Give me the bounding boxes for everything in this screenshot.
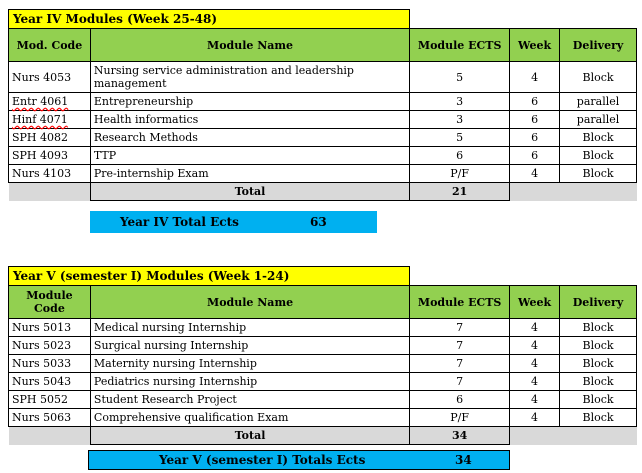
- module-delivery: Block: [560, 355, 637, 373]
- module-name: Research Methods: [90, 129, 409, 147]
- module-name: Pre-internship Exam: [90, 165, 409, 183]
- year4-header-delivery: Delivery: [560, 29, 637, 62]
- module-week: 4: [510, 319, 560, 337]
- year4-total-label: Total: [90, 183, 409, 201]
- module-name: Surgical nursing Internship: [90, 337, 409, 355]
- module-ects: 3: [410, 111, 510, 129]
- module-code: Nurs 5063: [9, 409, 91, 427]
- module-ects: 7: [410, 373, 510, 391]
- module-name: Health informatics: [90, 111, 409, 129]
- module-delivery: Block: [560, 147, 637, 165]
- module-code: Hinf 4071: [9, 111, 91, 129]
- module-week: 6: [510, 111, 560, 129]
- module-delivery: Block: [560, 373, 637, 391]
- module-delivery: Block: [560, 62, 637, 93]
- blank-cell: [560, 427, 637, 445]
- module-ects: 6: [410, 391, 510, 409]
- year4-summary-value: 63: [310, 215, 327, 229]
- module-week: 4: [510, 337, 560, 355]
- year5-summary-label: Year V (semester I) Totals Ects: [159, 453, 366, 467]
- module-code: SPH 5052: [9, 391, 91, 409]
- year4-title: Year IV Modules (Week 25-48): [8, 9, 410, 29]
- module-ects: P/F: [410, 165, 510, 183]
- table-row: [9, 337, 637, 355]
- table-row: [9, 62, 637, 93]
- year5-total-label: Total: [90, 427, 409, 445]
- module-ects: 5: [410, 62, 510, 93]
- module-code: Nurs 5013: [9, 319, 91, 337]
- module-week: 4: [510, 355, 560, 373]
- table-row: [9, 391, 637, 409]
- table-row: [9, 355, 637, 373]
- module-week: 4: [510, 391, 560, 409]
- module-name: Nursing service administration and leadership management: [90, 62, 409, 93]
- year5-header-row: [9, 286, 637, 319]
- table-row: [9, 129, 637, 147]
- module-code: Nurs 5043: [9, 373, 91, 391]
- blank-cell: [510, 183, 560, 201]
- module-code: Nurs 4053: [9, 62, 91, 93]
- module-code: Nurs 5023: [9, 337, 91, 355]
- year5-header-delivery: Delivery: [560, 286, 637, 319]
- year4-summary: [90, 211, 377, 233]
- module-delivery: Block: [560, 129, 637, 147]
- module-week: 4: [510, 62, 560, 93]
- year5-summary-value: 34: [455, 453, 472, 467]
- module-week: 4: [510, 165, 560, 183]
- year4-header-week: Week: [510, 29, 560, 62]
- module-week: 4: [510, 373, 560, 391]
- year4-header-row: [9, 29, 637, 62]
- module-delivery: Block: [560, 337, 637, 355]
- module-ects: 7: [410, 355, 510, 373]
- module-delivery: parallel: [560, 111, 637, 129]
- module-delivery: Block: [560, 165, 637, 183]
- module-code: Entr 4061: [9, 93, 91, 111]
- module-code: SPH 4082: [9, 129, 91, 147]
- module-delivery: Block: [560, 409, 637, 427]
- module-ects: 3: [410, 93, 510, 111]
- year5-table: [8, 285, 637, 445]
- table-row: [9, 147, 637, 165]
- year5-total-value: 34: [410, 427, 510, 445]
- year5-title: Year V (semester I) Modules (Week 1-24): [8, 266, 410, 286]
- year4-total-value: 21: [410, 183, 510, 201]
- year4-header-code: Mod. Code: [9, 29, 91, 62]
- blank-cell: [560, 183, 637, 201]
- year4-summary-label: Year IV Total Ects: [120, 215, 239, 229]
- module-code: Nurs 4103: [9, 165, 91, 183]
- module-delivery: Block: [560, 319, 637, 337]
- blank-cell: [9, 183, 91, 201]
- module-delivery: parallel: [560, 93, 637, 111]
- module-delivery: Block: [560, 391, 637, 409]
- blank-cell: [9, 427, 91, 445]
- table-row: [9, 111, 637, 129]
- module-ects: 6: [410, 147, 510, 165]
- module-week: 4: [510, 409, 560, 427]
- module-name: Entrepreneurship: [90, 93, 409, 111]
- module-week: 6: [510, 93, 560, 111]
- table-row: [9, 409, 637, 427]
- table-row: [9, 373, 637, 391]
- year5-header-name: Module Name: [90, 286, 409, 319]
- module-ects: P/F: [410, 409, 510, 427]
- module-code: Nurs 5033: [9, 355, 91, 373]
- year4-table: [8, 28, 637, 201]
- year5-header-week: Week: [510, 286, 560, 319]
- module-name: Comprehensive qualification Exam: [90, 409, 409, 427]
- module-name: Maternity nursing Internship: [90, 355, 409, 373]
- module-code: SPH 4093: [9, 147, 91, 165]
- module-name: Medical nursing Internship: [90, 319, 409, 337]
- year4-header-ects: Module ECTS: [410, 29, 510, 62]
- year4-header-name: Module Name: [90, 29, 409, 62]
- year5-header-code: Module Code: [9, 286, 91, 319]
- blank-cell: [510, 427, 560, 445]
- module-ects: 5: [410, 129, 510, 147]
- year4-total-row: [9, 183, 637, 201]
- module-ects: 7: [410, 337, 510, 355]
- module-week: 6: [510, 147, 560, 165]
- year5-summary: [88, 450, 510, 470]
- module-name: Pediatrics nursing Internship: [90, 373, 409, 391]
- module-ects: 7: [410, 319, 510, 337]
- year5-header-ects: Module ECTS: [410, 286, 510, 319]
- module-name: TTP: [90, 147, 409, 165]
- table-row: [9, 319, 637, 337]
- module-week: 6: [510, 129, 560, 147]
- module-name: Student Research Project: [90, 391, 409, 409]
- table-row: [9, 93, 637, 111]
- table-row: [9, 165, 637, 183]
- year5-total-row: [9, 427, 637, 445]
